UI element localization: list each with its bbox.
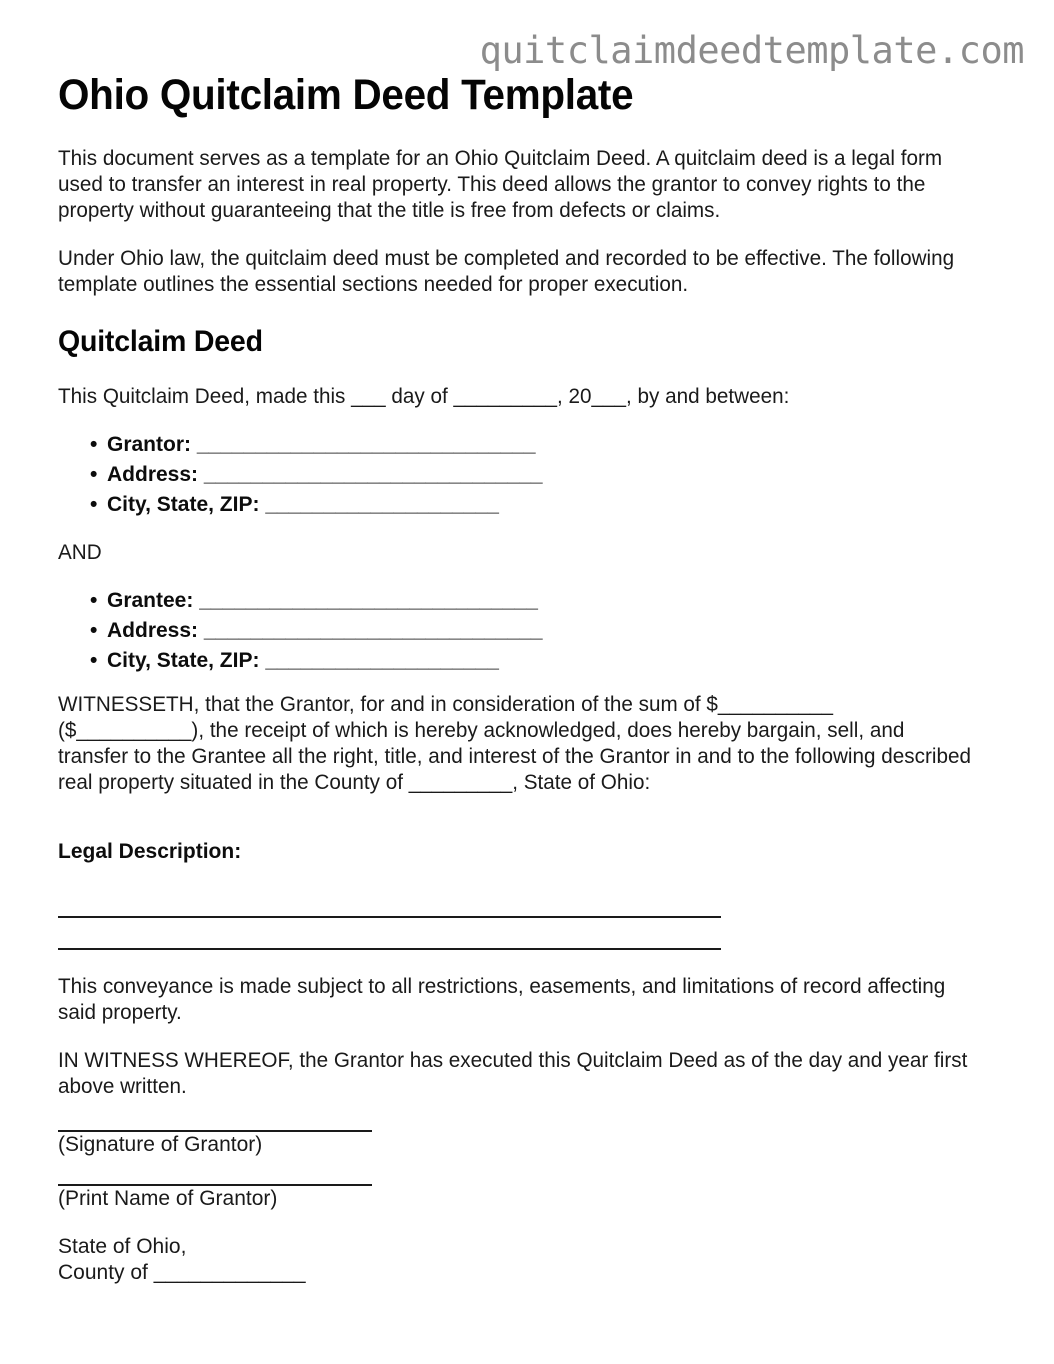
and-connector: AND	[58, 541, 102, 564]
list-item	[90, 616, 986, 646]
section-heading-quitclaim-deed: Quitclaim Deed	[58, 325, 263, 358]
grantor-city-state-zip-blank[interactable]: ____________________	[265, 493, 499, 516]
list-item	[90, 430, 986, 460]
site-watermark: quitclaimdeedtemplate.com	[479, 29, 1024, 72]
intro-paragraph-2: Under Ohio law, the quitclaim deed must be completed and recorded to be effective. The following template outlines the essential sections needed for proper execution.	[58, 247, 955, 296]
in-witness-whereof-paragraph: IN WITNESS WHEREOF, the Grantor has executed this Quitclaim Deed as of the day and year first above written.	[58, 1049, 968, 1098]
signature-caption: (Signature of Grantor)	[58, 1133, 263, 1156]
grantee-label: Grantee:	[107, 589, 194, 612]
grantor-address-blank[interactable]: _____________________________	[203, 463, 543, 486]
conveyance-clause: This conveyance is made subject to all restrictions, easements, and limitations of record affecting said property.	[58, 975, 946, 1024]
grantee-list	[58, 586, 986, 676]
grantee-blank[interactable]: _____________________________	[199, 589, 538, 612]
grantor-label: Grantor:	[107, 433, 191, 456]
print-name-caption: (Print Name of Grantor)	[58, 1187, 278, 1210]
grantor-city-state-zip-label: City, State, ZIP:	[107, 493, 260, 516]
witnesseth-paragraph: WITNESSETH, that the Grantor, for and in consideration of the sum of $__________ ($__________), the receipt of which is hereby acknowledged, does hereby bargain, sell, and transfer to the Grantee all the right, title, and interest of the Grantor in and to the following described real property situated in the County of _________, State of Ohio:	[58, 693, 971, 794]
list-item	[90, 646, 986, 676]
grantor-address-label: Address:	[107, 463, 199, 486]
deed-opening-line: This Quitclaim Deed, made this ___ day of _________, 20___, by and between:	[58, 385, 790, 408]
grantee-city-state-zip-label: City, State, ZIP:	[107, 649, 260, 672]
grantee-city-state-zip-blank[interactable]: ____________________	[265, 649, 499, 672]
document-content	[58, 0, 986, 1286]
grantor-blank[interactable]: _____________________________	[196, 433, 536, 456]
county-of-line[interactable]: County of _____________	[58, 1261, 306, 1284]
grantee-address-blank[interactable]: _____________________________	[203, 619, 543, 642]
list-item	[90, 490, 986, 520]
legal-description-label: Legal Description:	[58, 840, 242, 863]
grantor-list	[58, 430, 986, 520]
intro-paragraph-1: This document serves as a template for an Ohio Quitclaim Deed. A quitclaim deed is a legal form used to transfer an interest in real property. This deed allows the grantor to convey rights to the property without guaranteeing that the title is free from defects or claims.	[58, 147, 943, 222]
list-item	[90, 586, 986, 616]
list-item	[90, 460, 986, 490]
grantee-address-label: Address:	[107, 619, 199, 642]
state-of-ohio-line: State of Ohio,	[58, 1235, 187, 1258]
page-title: Ohio Quitclaim Deed Template	[58, 71, 634, 119]
